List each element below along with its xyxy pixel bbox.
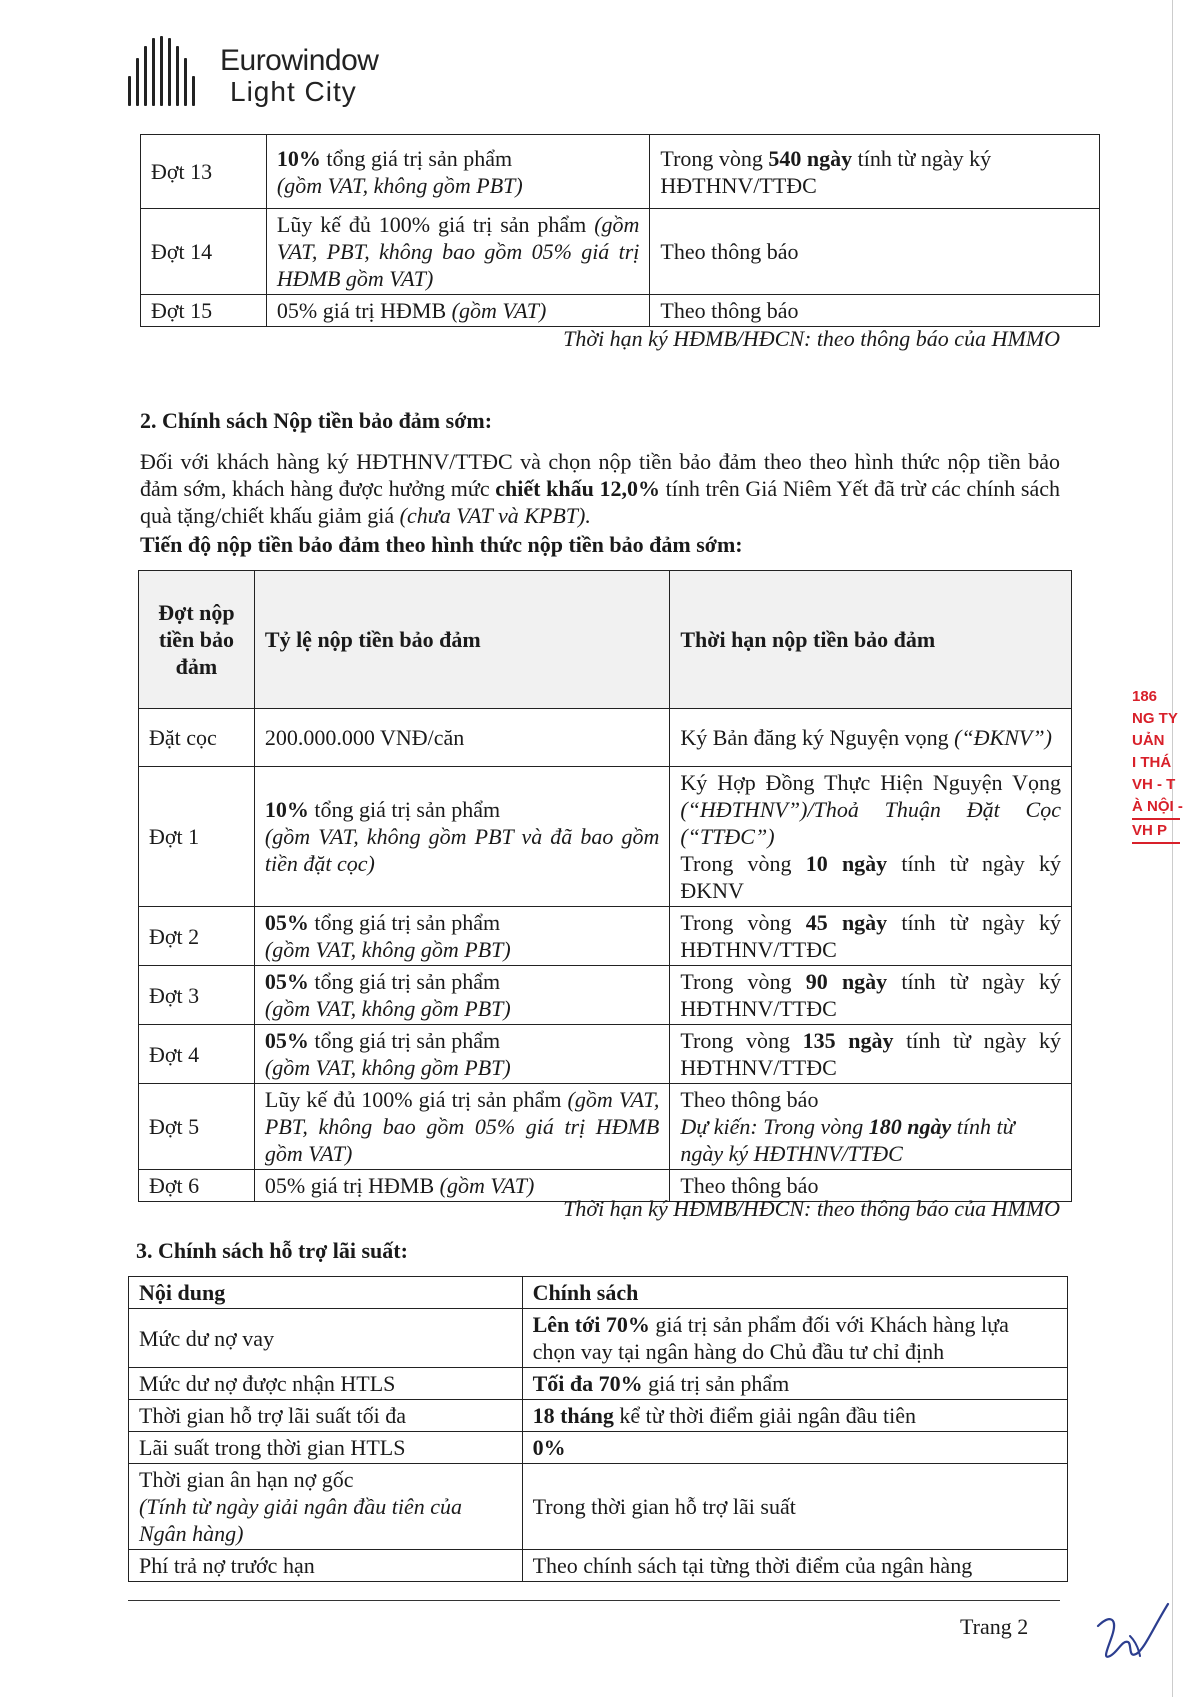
signature-initials-icon bbox=[1088, 1596, 1178, 1686]
rate-cell: 10% tổng giá trị sản phẩm (gồm VAT, không gồm PBT và đã bao gồm tiền đặt cọc) bbox=[254, 767, 669, 907]
table-row bbox=[139, 767, 1072, 907]
interest-support-table bbox=[128, 1276, 1068, 1582]
rate-cell: Lũy kế đủ 100% giá trị sản phẩm (gồm VAT, PBT, không bao gồm 05% giá trị HĐMB gồm VAT) bbox=[266, 209, 650, 295]
section3-title: 3. Chính sách hỗ trợ lãi suất: bbox=[136, 1238, 408, 1263]
stage-cell: Đợt 2 bbox=[139, 907, 255, 966]
table-row bbox=[129, 1464, 1068, 1550]
stage-cell: Đợt 14 bbox=[141, 209, 267, 295]
section2-paragraph: Đối với khách hàng ký HĐTHNV/TTĐC và chọn nộp tiền bảo đảm theo theo hình thức nộp tiền bảo đảm sớm, khách hàng được hưởng mức chiết khấu 12,0% tính trên Giá Niêm Yết đã trừ các chính sách quà tặng/chiết khấu giảm giá (chưa VAT và KPBT). bbox=[140, 449, 1060, 528]
header-term: Thời hạn nộp tiền bảo đảm bbox=[670, 571, 1072, 709]
table1-note: Thời hạn ký HĐMB/HĐCN: theo thông báo của HMMO bbox=[563, 326, 1060, 351]
section2-title: 2. Chính sách Nộp tiền bảo đảm sớm: bbox=[140, 408, 493, 433]
rate-cell: 05% giá trị HĐMB (gồm VAT) bbox=[254, 1170, 669, 1202]
table-row bbox=[139, 709, 1072, 767]
section2-subtitle: Tiến độ nộp tiền bảo đảm theo hình thức nộp tiền bảo đảm sớm: bbox=[140, 532, 743, 557]
stage-cell: Đợt 5 bbox=[139, 1084, 255, 1170]
logo-line1: Eurowindow bbox=[220, 44, 379, 77]
header-content: Nội dung bbox=[129, 1277, 523, 1309]
stage-cell: Đợt 6 bbox=[139, 1170, 255, 1202]
policy-cell: Theo chính sách tại từng thời điểm của ngân hàng bbox=[522, 1550, 1067, 1582]
stage-cell: Đợt 15 bbox=[141, 295, 267, 327]
rate-cell: 05% giá trị HĐMB (gồm VAT) bbox=[266, 295, 650, 327]
term-cell: Trong vòng 45 ngày tính từ ngày ký HĐTHNV/TTĐC bbox=[670, 907, 1072, 966]
page-number: Trang 2 bbox=[960, 1614, 1029, 1639]
table-row bbox=[141, 135, 1100, 209]
table-row bbox=[141, 209, 1100, 295]
table-row bbox=[139, 1084, 1072, 1170]
content-cell: Thời gian ân hạn nợ gốc (Tính từ ngày giải ngân đầu tiên của Ngân hàng) bbox=[129, 1464, 523, 1550]
logo-line2: Light City bbox=[230, 76, 357, 107]
rate-cell: 05% tổng giá trị sản phẩm (gồm VAT, không gồm PBT) bbox=[254, 1025, 669, 1084]
stage-cell: Đợt 1 bbox=[139, 767, 255, 907]
term-cell: Ký Bản đăng ký Nguyện vọng (“ĐKNV”) bbox=[670, 709, 1072, 767]
content-cell: Lãi suất trong thời gian HTLS bbox=[129, 1432, 523, 1464]
company-logo bbox=[128, 36, 388, 110]
table-row bbox=[139, 966, 1072, 1025]
term-cell: Theo thông báo bbox=[670, 1170, 1072, 1202]
policy-cell: 18 tháng kể từ thời điểm giải ngân đầu tiên bbox=[522, 1400, 1067, 1432]
term-cell: Theo thông báo bbox=[650, 295, 1100, 327]
policy-cell: Trong thời gian hỗ trợ lãi suất bbox=[522, 1464, 1067, 1550]
term-cell: Trong vòng 540 ngày tính từ ngày ký HĐTHNV/TTĐC bbox=[650, 135, 1100, 209]
table-row bbox=[139, 1025, 1072, 1084]
content-cell: Mức dư nợ được nhận HTLS bbox=[129, 1368, 523, 1400]
header-stage: Đợt nộp tiền bảo đảm bbox=[139, 571, 255, 709]
term-cell: Ký Hợp Đồng Thực Hiện Nguyện Vọng (“HĐTHNV”)/Thoả Thuận Đặt Cọc (“TTĐC”) Trong vòng 10 ngày tính từ ngày ký ĐKNV bbox=[670, 767, 1072, 907]
rate-cell: 05% tổng giá trị sản phẩm (gồm VAT, không gồm PBT) bbox=[254, 907, 669, 966]
content-cell: Phí trả nợ trước hạn bbox=[129, 1550, 523, 1582]
stage-cell: Đợt 13 bbox=[141, 135, 267, 209]
stage-cell: Đợt 4 bbox=[139, 1025, 255, 1084]
table2-note: Thời hạn ký HĐMB/HĐCN: theo thông báo của HMMO bbox=[563, 1196, 1060, 1221]
table-header-row bbox=[139, 571, 1072, 709]
rate-cell: 200.000.000 VNĐ/căn bbox=[254, 709, 669, 767]
header-policy: Chính sách bbox=[522, 1277, 1067, 1309]
term-cell: Trong vòng 135 ngày tính từ ngày ký HĐTHNV/TTĐC bbox=[670, 1025, 1072, 1084]
table-row bbox=[129, 1432, 1068, 1464]
policy-cell: Lên tới 70% giá trị sản phẩm đối với Khách hàng lựa chọn vay tại ngân hàng do Chủ đầu tư chỉ định bbox=[522, 1309, 1067, 1368]
term-cell: Trong vòng 90 ngày tính từ ngày ký HĐTHNV/TTĐC bbox=[670, 966, 1072, 1025]
rate-cell: 05% tổng giá trị sản phẩm (gồm VAT, không gồm PBT) bbox=[254, 966, 669, 1025]
company-stamp: 186 NG TY UẢN I THÁ VH - T À NỘI - VH P bbox=[1132, 686, 1180, 886]
table-header-row bbox=[129, 1277, 1068, 1309]
table-row bbox=[141, 295, 1100, 327]
table-row bbox=[129, 1368, 1068, 1400]
rate-cell: 10% tổng giá trị sản phẩm (gồm VAT, không gồm PBT) bbox=[266, 135, 650, 209]
early-deposit-schedule-table bbox=[138, 570, 1072, 1202]
header-rate: Tỷ lệ nộp tiền bảo đảm bbox=[254, 571, 669, 709]
logo-bars-icon bbox=[128, 36, 206, 110]
term-cell: Theo thông báo Dự kiến: Trong vòng 180 ngày tính từ ngày ký HĐTHNV/TTĐC bbox=[670, 1084, 1072, 1170]
content-cell: Mức dư nợ vay bbox=[129, 1309, 523, 1368]
policy-cell: 0% bbox=[522, 1432, 1067, 1464]
policy-cell: Tối đa 70% giá trị sản phẩm bbox=[522, 1368, 1067, 1400]
table-row bbox=[129, 1400, 1068, 1432]
stage-cell: Đặt cọc bbox=[139, 709, 255, 767]
footer-divider bbox=[128, 1600, 1060, 1601]
rate-cell: Lũy kế đủ 100% giá trị sản phẩm (gồm VAT, PBT, không bao gồm 05% giá trị HĐMB gồm VAT) bbox=[254, 1084, 669, 1170]
table-row bbox=[139, 907, 1072, 966]
payment-schedule-table-continued bbox=[140, 134, 1100, 327]
table-row bbox=[129, 1550, 1068, 1582]
term-cell: Theo thông báo bbox=[650, 209, 1100, 295]
table-row bbox=[129, 1309, 1068, 1368]
content-cell: Thời gian hỗ trợ lãi suất tối đa bbox=[129, 1400, 523, 1432]
stage-cell: Đợt 3 bbox=[139, 966, 255, 1025]
